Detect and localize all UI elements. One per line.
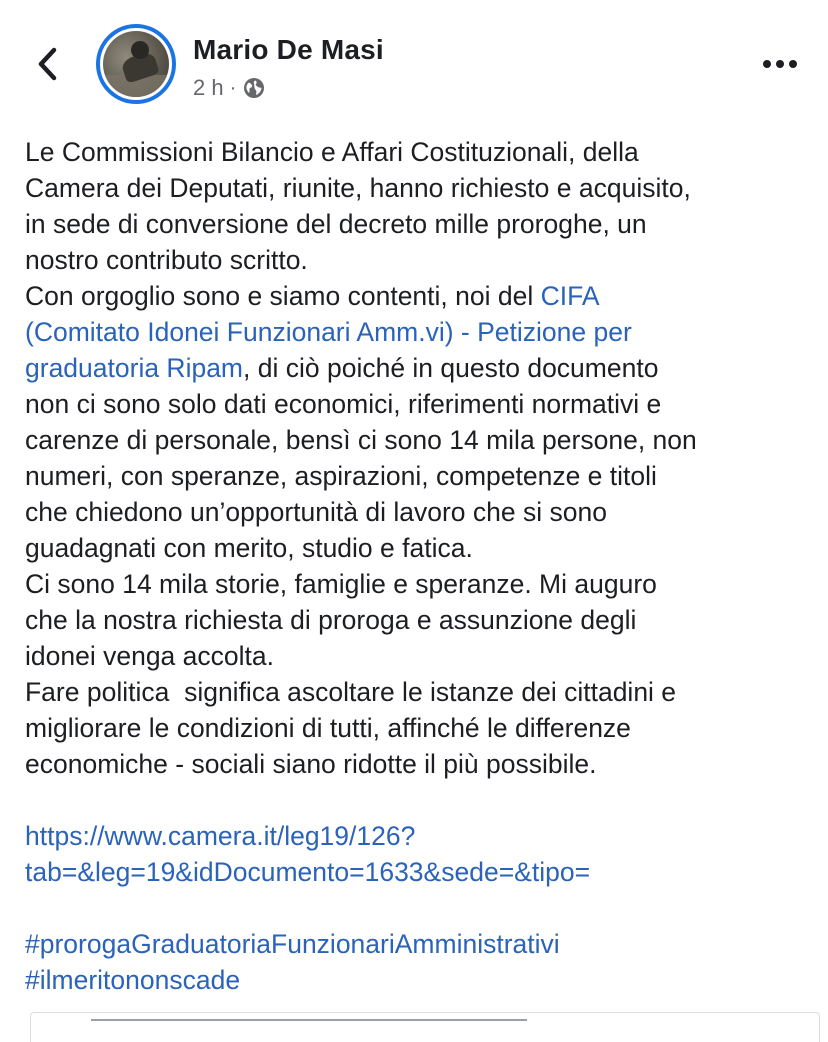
paragraph-gap xyxy=(25,782,815,818)
avatar[interactable] xyxy=(96,24,176,104)
cifa-page-link[interactable]: CIFA xyxy=(540,281,600,311)
cifa-page-link[interactable]: (Comitato Idonei Funzionari Amm.vi) - Petizione per xyxy=(25,317,632,347)
profile-photo xyxy=(103,31,169,97)
hashtag-line xyxy=(25,962,815,998)
link-preview-card[interactable] xyxy=(30,1012,820,1042)
text-line: Fare politica significa ascoltare le istanze dei cittadini e xyxy=(25,677,677,707)
text-line: idonei venga accolta. xyxy=(25,641,274,671)
author-name[interactable]: Mario De Masi xyxy=(193,34,384,65)
text-line: in sede di conversione del decreto mille proroghe, un xyxy=(25,209,647,239)
paragraph-gap xyxy=(25,890,815,926)
text-line: Camera dei Deputati, riunite, hanno richiesto e acquisito, xyxy=(25,173,691,203)
text-line: nostro contributo scritto. xyxy=(25,245,308,275)
post-text xyxy=(25,134,815,998)
text-line: che chiedono un’opportunità di lavoro che si sono xyxy=(25,497,607,527)
hashtag-link[interactable]: #ilmeritononscade xyxy=(25,965,241,995)
text-line: Ci sono 14 mila storie, famiglie e speranze. Mi auguro xyxy=(25,569,657,599)
text-line: Le Commissioni Bilancio e Affari Costituzionali, della xyxy=(25,137,639,167)
meta-separator: · xyxy=(229,76,237,99)
post-meta xyxy=(193,75,266,101)
text-line xyxy=(25,350,815,386)
text-segment: , di ciò poiché in questo documento xyxy=(243,353,659,383)
globe-icon[interactable] xyxy=(242,76,266,100)
text-line xyxy=(25,314,815,350)
text-line: guadagnati con merito, studio e fatica. xyxy=(25,533,473,563)
camera-url-link[interactable]: https://www.camera.it/leg19/126? xyxy=(25,821,416,851)
post-time[interactable]: 2 h xyxy=(193,75,224,100)
text-segment: Con orgoglio sono e siamo contenti, noi del xyxy=(25,281,541,311)
url-line xyxy=(25,818,815,854)
more-horizontal-icon xyxy=(762,59,798,69)
back-button[interactable] xyxy=(30,44,66,84)
text-line xyxy=(25,278,815,314)
text-line: carenze di personale, bensì ci sono 14 mila persone, non xyxy=(25,425,697,455)
preview-divider xyxy=(91,1019,527,1021)
chevron-left-icon xyxy=(36,46,60,82)
cifa-page-link[interactable]: graduatoria Ripam xyxy=(25,353,244,383)
text-line: non ci sono solo dati economici, riferimenti normativi e xyxy=(25,389,662,419)
text-line: numeri, con speranze, aspirazioni, competenze e titoli xyxy=(25,461,657,491)
text-line: migliorare le condizioni di tutti, affinché le differenze xyxy=(25,713,631,743)
url-line xyxy=(25,854,815,890)
more-options-button[interactable] xyxy=(758,48,802,80)
camera-url-link[interactable]: tab=&leg=19&idDocumento=1633&sede=&tipo= xyxy=(25,857,591,887)
text-line: economiche - sociali siano ridotte il più possibile. xyxy=(25,749,597,779)
hashtag-link[interactable]: #prorogaGraduatoriaFunzionariAmministrativi xyxy=(25,929,560,959)
hashtag-line xyxy=(25,926,815,962)
text-line: che la nostra richiesta di proroga e assunzione degli xyxy=(25,605,637,635)
